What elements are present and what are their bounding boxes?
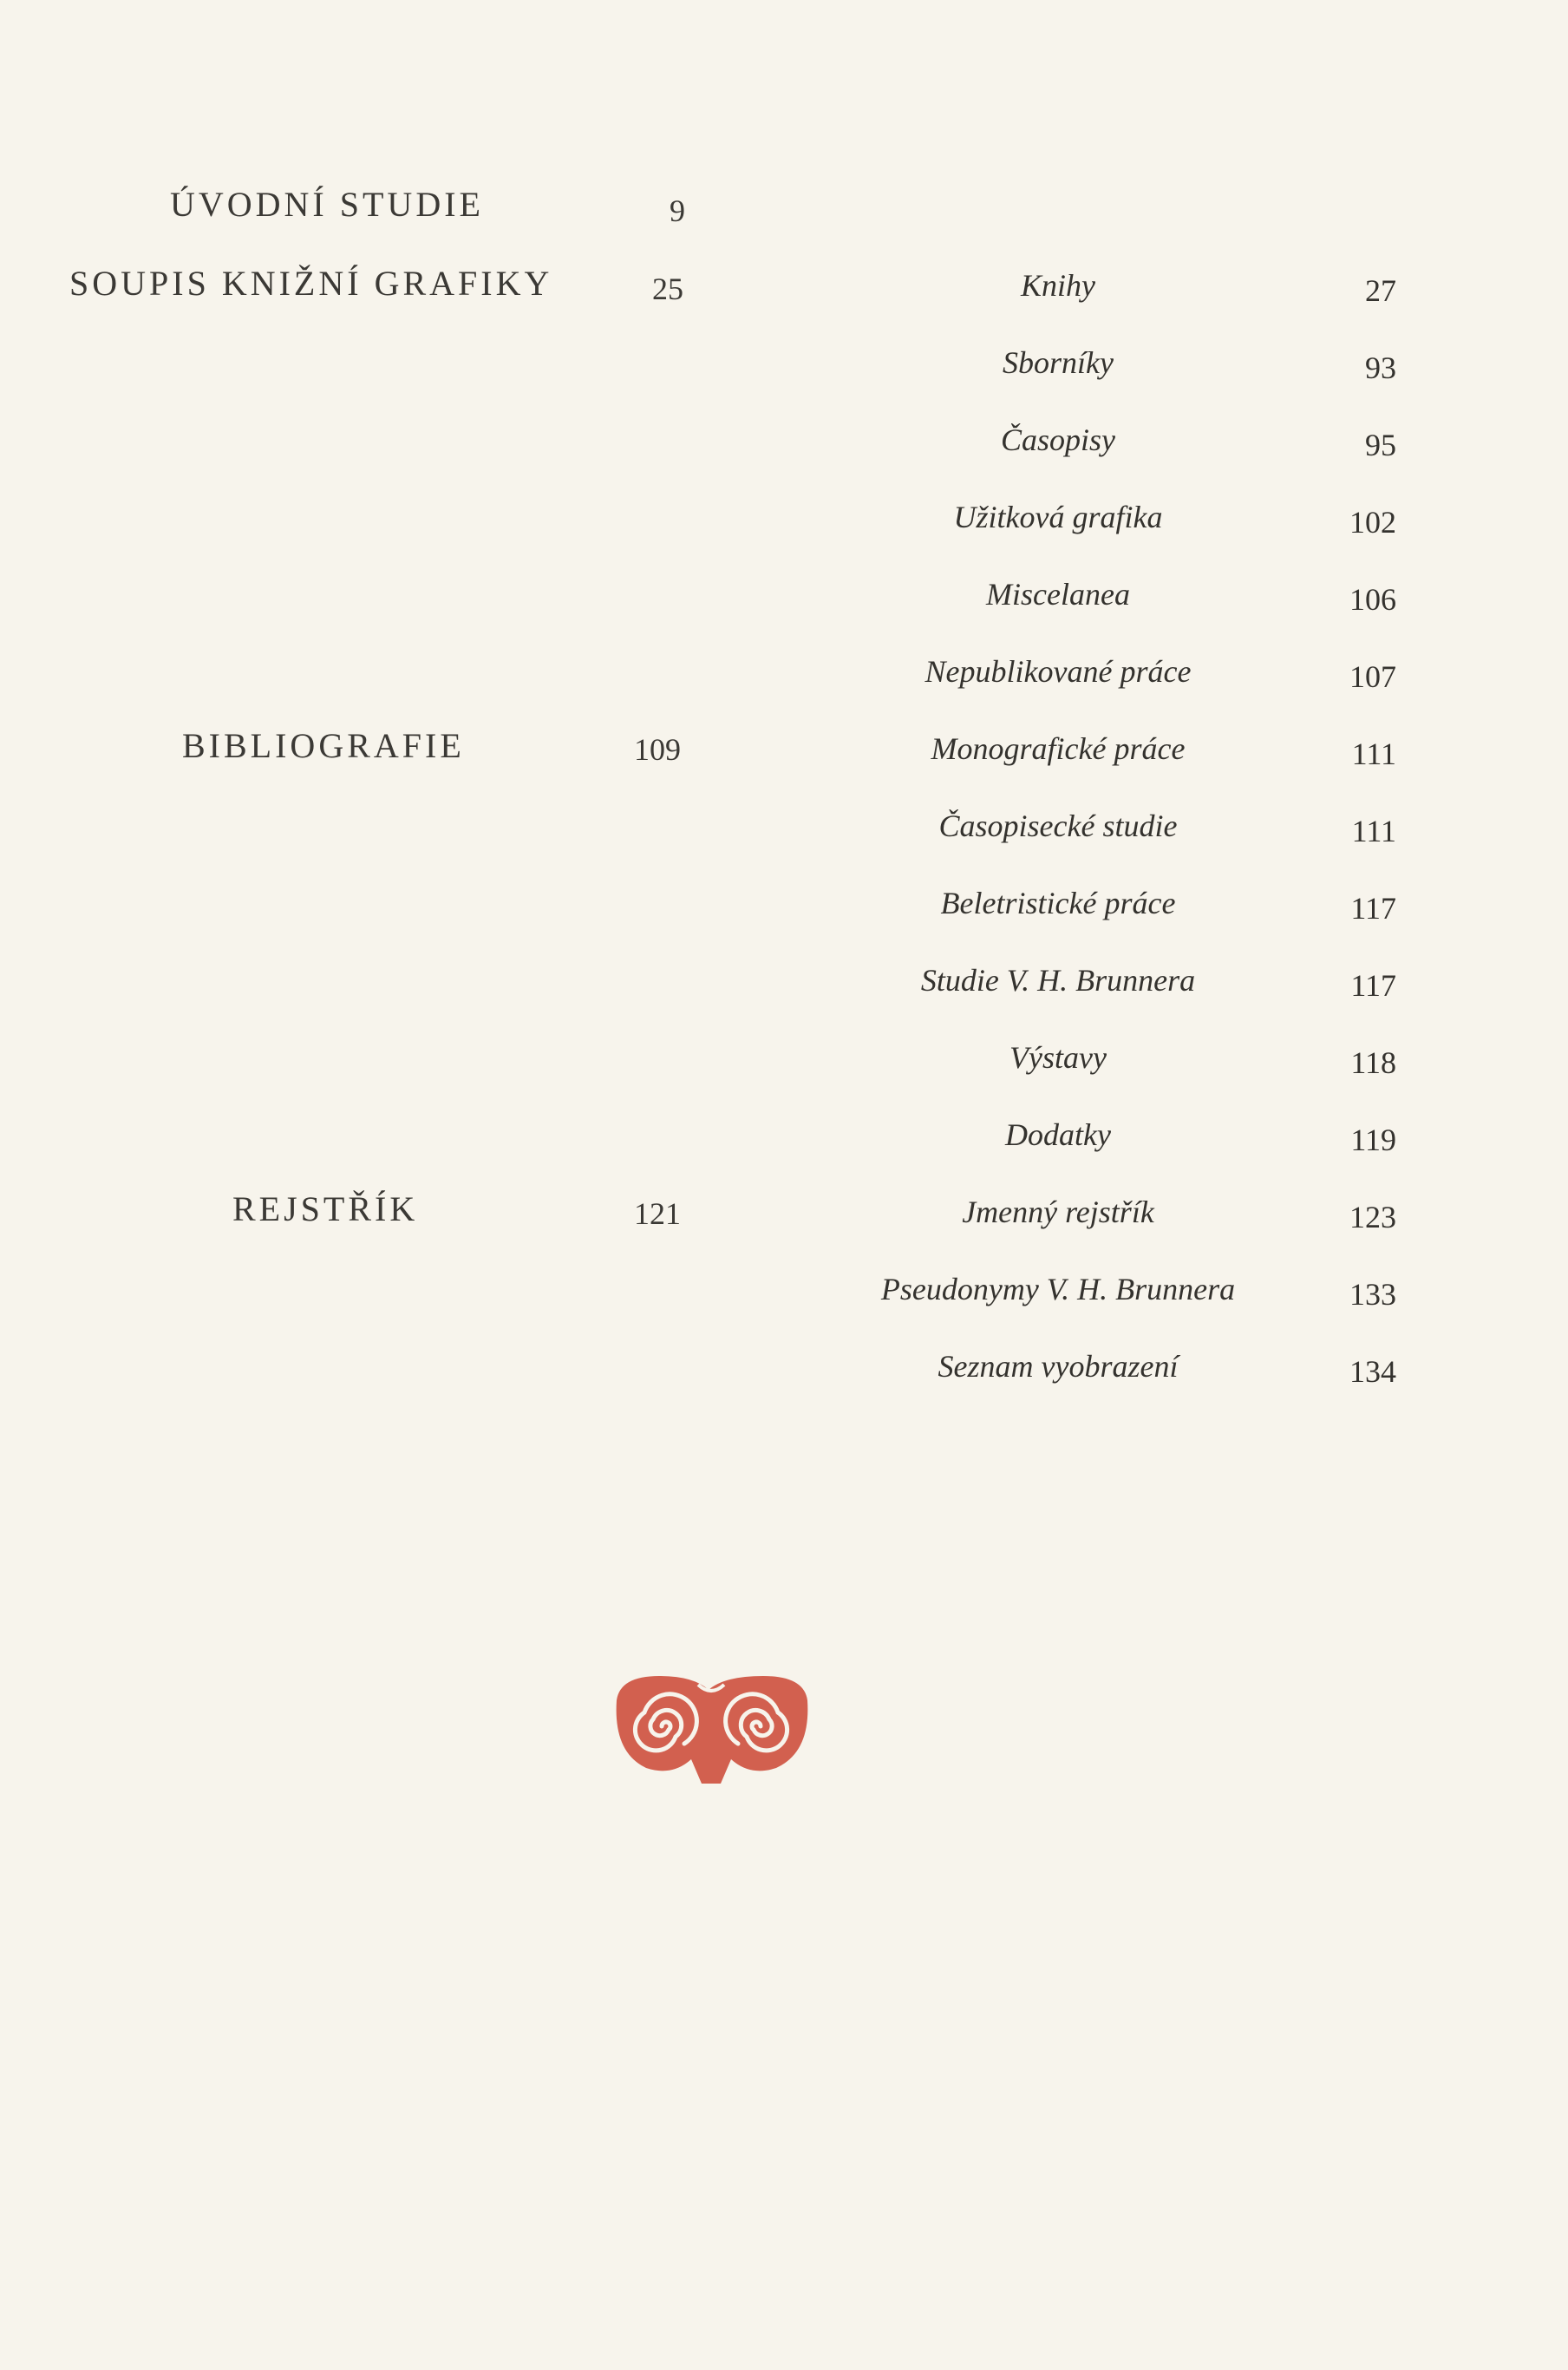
entry-title: Studie V. H. Brunnera: [920, 963, 1196, 998]
entry-title: Dodatky: [1005, 1117, 1111, 1152]
entry-title: Beletristické práce: [940, 886, 1176, 920]
entry-title: Jmenný rejstřík: [962, 1195, 1154, 1229]
entry-page: 133: [1349, 1277, 1396, 1312]
entry-title: Seznam vyobrazení: [938, 1349, 1179, 1384]
section-page-soupis-knizni-grafiky: 25: [652, 272, 683, 306]
entry-page: 111: [1351, 814, 1396, 848]
section-title-bibliografie: BIBLIOGRAFIE: [182, 726, 465, 765]
entry-page: 111: [1351, 737, 1396, 771]
section-title-soupis-knizni-grafiky: SOUPIS KNIŽNÍ GRAFIKY: [69, 264, 553, 303]
entry-title: Miscelanea: [986, 577, 1130, 612]
entry-page: 117: [1350, 891, 1396, 926]
entry-page: 102: [1349, 505, 1396, 540]
entry-title: Pseudonymy V. H. Brunnera: [880, 1272, 1236, 1306]
section-title-uvodni-studie: ÚVODNÍ STUDIE: [170, 185, 484, 224]
section-title-rejstrik: REJSTŘÍK: [232, 1189, 419, 1228]
entry-page: 107: [1349, 659, 1396, 694]
entry-page: 134: [1349, 1354, 1396, 1389]
section-page-rejstrik: 121: [634, 1196, 681, 1231]
section-page-bibliografie: 109: [634, 732, 681, 767]
entry-page: 106: [1349, 582, 1396, 617]
double-spiral-ornament-icon: [611, 1666, 811, 1787]
entry-page: 93: [1365, 350, 1396, 385]
entry-page: 117: [1350, 968, 1396, 1003]
entry-page: 95: [1365, 428, 1396, 462]
entry-title: Časopisecké studie: [938, 809, 1178, 843]
entry-title: Monografické práce: [931, 731, 1186, 766]
entry-title: Výstavy: [1009, 1040, 1107, 1075]
section-page-uvodni-studie: 9: [670, 193, 685, 228]
entry-title: Sborníky: [1003, 345, 1114, 380]
entry-page: 27: [1365, 273, 1396, 308]
entry-page: 123: [1349, 1200, 1396, 1234]
entry-page: 119: [1350, 1123, 1396, 1157]
entry-title: Nepublikované práce: [924, 654, 1192, 689]
entry-page: 118: [1350, 1045, 1396, 1080]
entry-title: Knihy: [1021, 268, 1095, 303]
entry-title: Časopisy: [1000, 422, 1115, 457]
entry-title: Užitková grafika: [953, 500, 1163, 534]
